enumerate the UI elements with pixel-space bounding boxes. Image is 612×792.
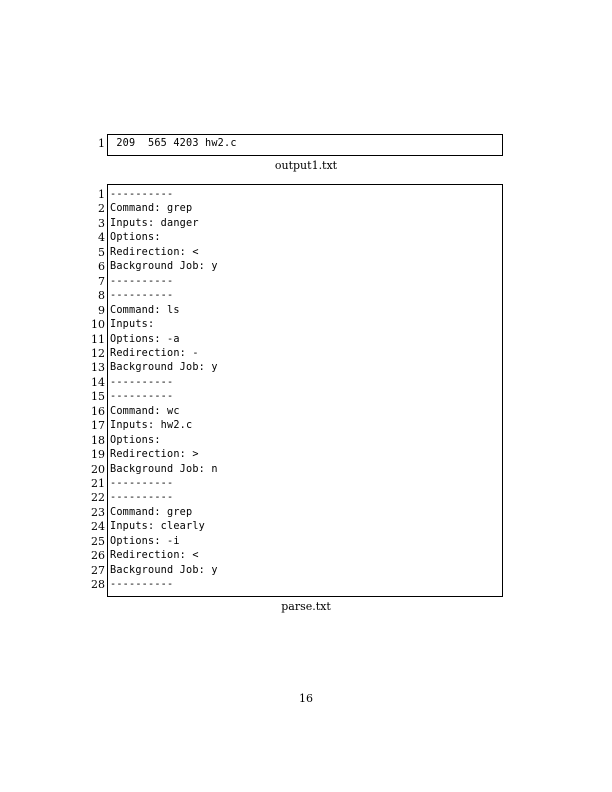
code-line <box>88 564 503 578</box>
code-text: ---------- <box>110 189 174 200</box>
code-text: Inputs: <box>110 319 155 331</box>
code-line <box>88 231 503 245</box>
line-number: 16 <box>91 404 105 418</box>
line-number: 18 <box>91 433 105 447</box>
code-text: Command: ls <box>110 304 180 316</box>
code-text: Redirection: < <box>110 550 199 562</box>
code-line <box>88 434 503 448</box>
line-number: 26 <box>91 549 105 563</box>
code-text: Command: wc <box>110 405 180 417</box>
line-number: 28 <box>91 578 105 592</box>
code-line <box>88 289 503 303</box>
line-number: 10 <box>91 318 105 332</box>
code-text: ---------- <box>110 290 174 302</box>
code-line <box>88 333 503 347</box>
line-number: 17 <box>91 419 105 433</box>
line-number: 24 <box>91 520 105 534</box>
code-text: Background Job: n <box>110 463 218 475</box>
code-line <box>88 202 503 216</box>
line-number: 9 <box>98 303 105 317</box>
code-line <box>88 304 503 318</box>
line-number: 27 <box>91 563 105 577</box>
code-line <box>88 318 503 332</box>
line-number: 19 <box>91 448 105 462</box>
line-number: 3 <box>98 216 105 230</box>
code-text: ---------- <box>110 275 174 287</box>
code-text: Redirection: > <box>110 449 199 461</box>
code-text: Options: <box>110 434 161 446</box>
line-number: 21 <box>91 477 105 490</box>
code-line <box>88 491 503 505</box>
code-line <box>88 188 503 202</box>
line-number: 1 <box>98 137 105 150</box>
code-line <box>88 419 503 433</box>
code-line <box>88 275 503 289</box>
line-number: 23 <box>91 505 105 519</box>
code-text: Inputs: clearly <box>110 521 206 533</box>
code-text: 209 565 4203 hw2.c <box>110 138 237 149</box>
code-text: Options: <box>110 232 161 244</box>
code-line <box>88 347 503 361</box>
code-line <box>88 217 503 231</box>
code-line <box>88 361 503 375</box>
code-text: Options: -i <box>110 535 180 547</box>
code-line <box>88 246 503 260</box>
code-listing-output1 <box>88 134 503 156</box>
code-line <box>88 520 503 534</box>
code-line <box>88 448 503 462</box>
code-line <box>88 578 503 592</box>
code-line <box>88 463 503 477</box>
code-listing-parse <box>88 184 503 597</box>
code-text: Inputs: danger <box>110 217 199 229</box>
line-number: 12 <box>91 346 105 360</box>
line-number: 2 <box>98 202 105 216</box>
line-number: 22 <box>91 491 105 505</box>
line-number: 5 <box>98 245 105 259</box>
line-number: 6 <box>98 260 105 274</box>
code-text: ---------- <box>110 391 174 403</box>
code-text: ---------- <box>110 376 174 388</box>
code-text: ---------- <box>110 478 174 489</box>
code-text: Options: -a <box>110 333 180 345</box>
code-line <box>88 260 503 274</box>
code-text: Background Job: y <box>110 564 218 576</box>
code-text: Command: grep <box>110 203 193 215</box>
code-line <box>88 376 503 390</box>
code-text: Redirection: - <box>110 347 199 359</box>
code-line <box>88 549 503 563</box>
line-number: 25 <box>91 534 105 548</box>
listing-caption-parse: parse.txt <box>281 600 331 613</box>
line-number: 14 <box>91 375 105 389</box>
line-number: 4 <box>98 231 105 245</box>
code-text: Command: grep <box>110 506 193 518</box>
code-line <box>88 390 503 404</box>
line-number: 15 <box>91 390 105 404</box>
code-line <box>88 477 503 491</box>
code-line <box>88 535 503 549</box>
code-text: ---------- <box>110 492 174 504</box>
code-text: Background Job: y <box>110 261 218 273</box>
code-text: Redirection: < <box>110 246 199 258</box>
line-number: 7 <box>98 274 105 288</box>
listing-caption-output1: output1.txt <box>274 159 338 172</box>
code-line <box>88 405 503 419</box>
line-number: 11 <box>91 332 105 346</box>
line-number: 8 <box>98 289 105 303</box>
code-text: ---------- <box>110 579 174 591</box>
line-number: 13 <box>91 361 105 375</box>
code-line <box>88 137 503 151</box>
line-number: 1 <box>98 188 105 201</box>
code-text: Background Job: y <box>110 362 218 374</box>
line-number: 20 <box>91 462 105 476</box>
code-line <box>88 506 503 520</box>
page-number: 16 <box>299 692 313 705</box>
code-text: Inputs: hw2.c <box>110 420 193 432</box>
